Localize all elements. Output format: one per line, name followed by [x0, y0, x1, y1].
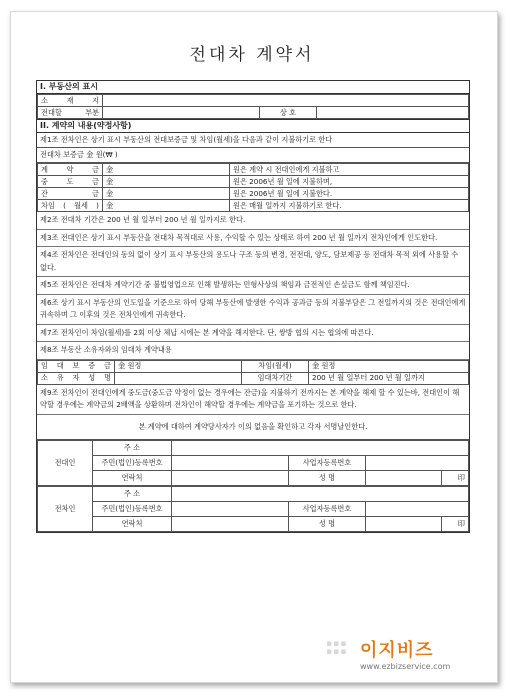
owner-rent-label: 차임(월세)	[242, 360, 309, 372]
payment-amount[interactable]: 金	[103, 164, 230, 176]
owner-name-value[interactable]	[115, 372, 242, 384]
article-3: 제3조 전대인은 상기 표시 부동산을 전대차 목적대로 사용, 수익할 수 있는 상태로 하여 200 년 월 일까지 전차인에게 인도한다.	[37, 230, 469, 248]
biz-number-value[interactable]	[366, 456, 469, 471]
business-name-value[interactable]	[317, 107, 469, 119]
location-label: 소 재 지	[38, 95, 103, 107]
signer-role: 전대인	[38, 441, 93, 486]
contact-label: 연락처	[93, 471, 172, 486]
contract-page	[24, 40, 480, 670]
id-number-value[interactable]	[172, 502, 289, 517]
biz-number-label: 사업자등록번호	[289, 502, 366, 517]
id-number-value[interactable]	[172, 456, 289, 471]
owner-deposit-label: 임 대 보 증 금	[38, 360, 115, 372]
brand-watermark	[326, 636, 495, 681]
biz-number-label: 사업자등록번호	[289, 456, 366, 471]
payment-label: 중 도 금	[38, 176, 103, 188]
lessor-signature-table	[37, 440, 469, 486]
payment-amount[interactable]: 金	[103, 188, 230, 200]
payment-amount[interactable]: 金	[103, 200, 230, 212]
article-8: 제8조 부동산 소유자와의 임대차 계약내용	[37, 342, 469, 360]
address-label: 주 소	[93, 441, 172, 456]
payment-note: 원은 2006년 월 일에 지불하며,	[230, 176, 469, 188]
seal-mark: 印	[442, 471, 469, 486]
article-1: 제1조 전차인은 상기 표시 부동산의 전대보증금 및 차임(월세)을 다음과 같이 지불하기로 한다	[37, 133, 469, 148]
payment-note: 원은 매월 일까지 지불하기로 한다.	[230, 200, 469, 212]
address-value[interactable]	[172, 441, 469, 456]
id-number-label: 주민(법인)등록번호	[93, 456, 172, 471]
lessee-signature-table	[37, 486, 469, 532]
payment-note: 원은 계약 시 전대인에게 지불하고	[230, 164, 469, 176]
lease-period-value[interactable]: 200 년 월 일부터 200 년 월 일까지	[309, 372, 469, 384]
article-7: 제7조 전차인이 차임(월세)를 2회 이상 체납 시에는 본 계약을 해지한다. 단, 쌍방 협의 시는 협의에 따른다.	[37, 325, 469, 343]
document-title: 전대차 계약서	[189, 45, 315, 65]
article-2: 제2조 전대차 기간은 200 년 월 일부터 200 년 월 일까지로 한다.	[37, 212, 469, 230]
name-label: 성 명	[289, 517, 366, 532]
address-label: 주 소	[93, 487, 172, 502]
section1-heading: I. 부동산의 표시	[37, 81, 469, 94]
brand-url: www.ezbizservice.com	[360, 662, 451, 671]
address-value[interactable]	[172, 487, 469, 502]
name-label: 성 명	[289, 471, 366, 486]
owner-name-label: 소 유 자 성 명	[38, 372, 115, 384]
payment-amount[interactable]: 金	[103, 176, 230, 188]
signer-role: 전차인	[38, 487, 93, 532]
payment-label: 잔 금	[38, 188, 103, 200]
payment-note: 원은 2006년 월 일에 지불한다.	[230, 188, 469, 200]
payment-label: 차임 ( 월세 )	[38, 200, 103, 212]
contact-value[interactable]	[172, 517, 289, 532]
brand-logo: 이지비즈	[360, 640, 434, 661]
sublease-part-label: 전대할 부분	[38, 107, 103, 119]
article-9: 제9조 전차인이 전대인에게 중도금(중도금 약정이 없는 경우에는 잔금)을 지불하기 전까지는 본 계약을 해제 할 수 있는바, 전대인이 해약할 경우에는 계약금의 2배액을 상환하며 전차인이 해약할 경우에는 계약금을 포기하는 것으로 한다.	[37, 385, 469, 415]
contact-value[interactable]	[172, 471, 289, 486]
name-value[interactable]	[366, 471, 442, 486]
owner-rent-value[interactable]: 金 원정	[309, 360, 469, 372]
biz-number-value[interactable]	[366, 502, 469, 517]
section2-heading: II. 계약의 내용(약정사항)	[37, 119, 469, 133]
name-value[interactable]	[366, 517, 442, 532]
location-value[interactable]	[103, 95, 469, 107]
sublease-part-value[interactable]	[103, 107, 260, 119]
payment-table	[37, 163, 469, 212]
id-number-label: 주민(법인)등록번호	[93, 502, 172, 517]
contract-body	[36, 80, 470, 533]
confirm-statement: 본 계약에 대하여 계약당사자가 이의 없음을 확인하고 각자 서명날인한다.	[37, 415, 469, 441]
property-table	[37, 94, 469, 119]
business-name-label: 상 호	[260, 107, 317, 119]
article-5: 제5조 전차인은 전대차 계약기간 중 불법영업으로 인해 발생하는 민형사상의 책임과 금전적인 손실금도 함께 책임진다.	[37, 277, 469, 295]
owner-lease-table	[37, 360, 469, 385]
owner-deposit-value[interactable]: 金 원정	[115, 360, 242, 372]
seal-mark: 印	[442, 517, 469, 532]
article-4: 제4조 전차인은 전대인의 동의 없이 상기 표시 부동산의 용도나 구조 등의 변경, 전전대, 양도, 담보제공 등 전대차 목적 외에 사용할 수 없다.	[37, 247, 469, 277]
contact-label: 연락처	[93, 517, 172, 532]
article-6: 제6조 상기 표시 부동산의 인도일을 기준으로 하여 당해 부동산에 발생한 수익과 공과금 등의 지불부담은 그 전일까지의 것은 전대인에게 귀속하며 그 이후의 것은 전차인에게 귀속한다.	[37, 295, 469, 325]
payment-label: 계 약 금	[38, 164, 103, 176]
lease-period-label: 임대차기간	[242, 372, 309, 384]
dots-icon: ▪▪▪ ▪▪▪	[326, 639, 348, 657]
deposit-row: 전대차 보증금 金 원(₩ )	[37, 148, 469, 163]
